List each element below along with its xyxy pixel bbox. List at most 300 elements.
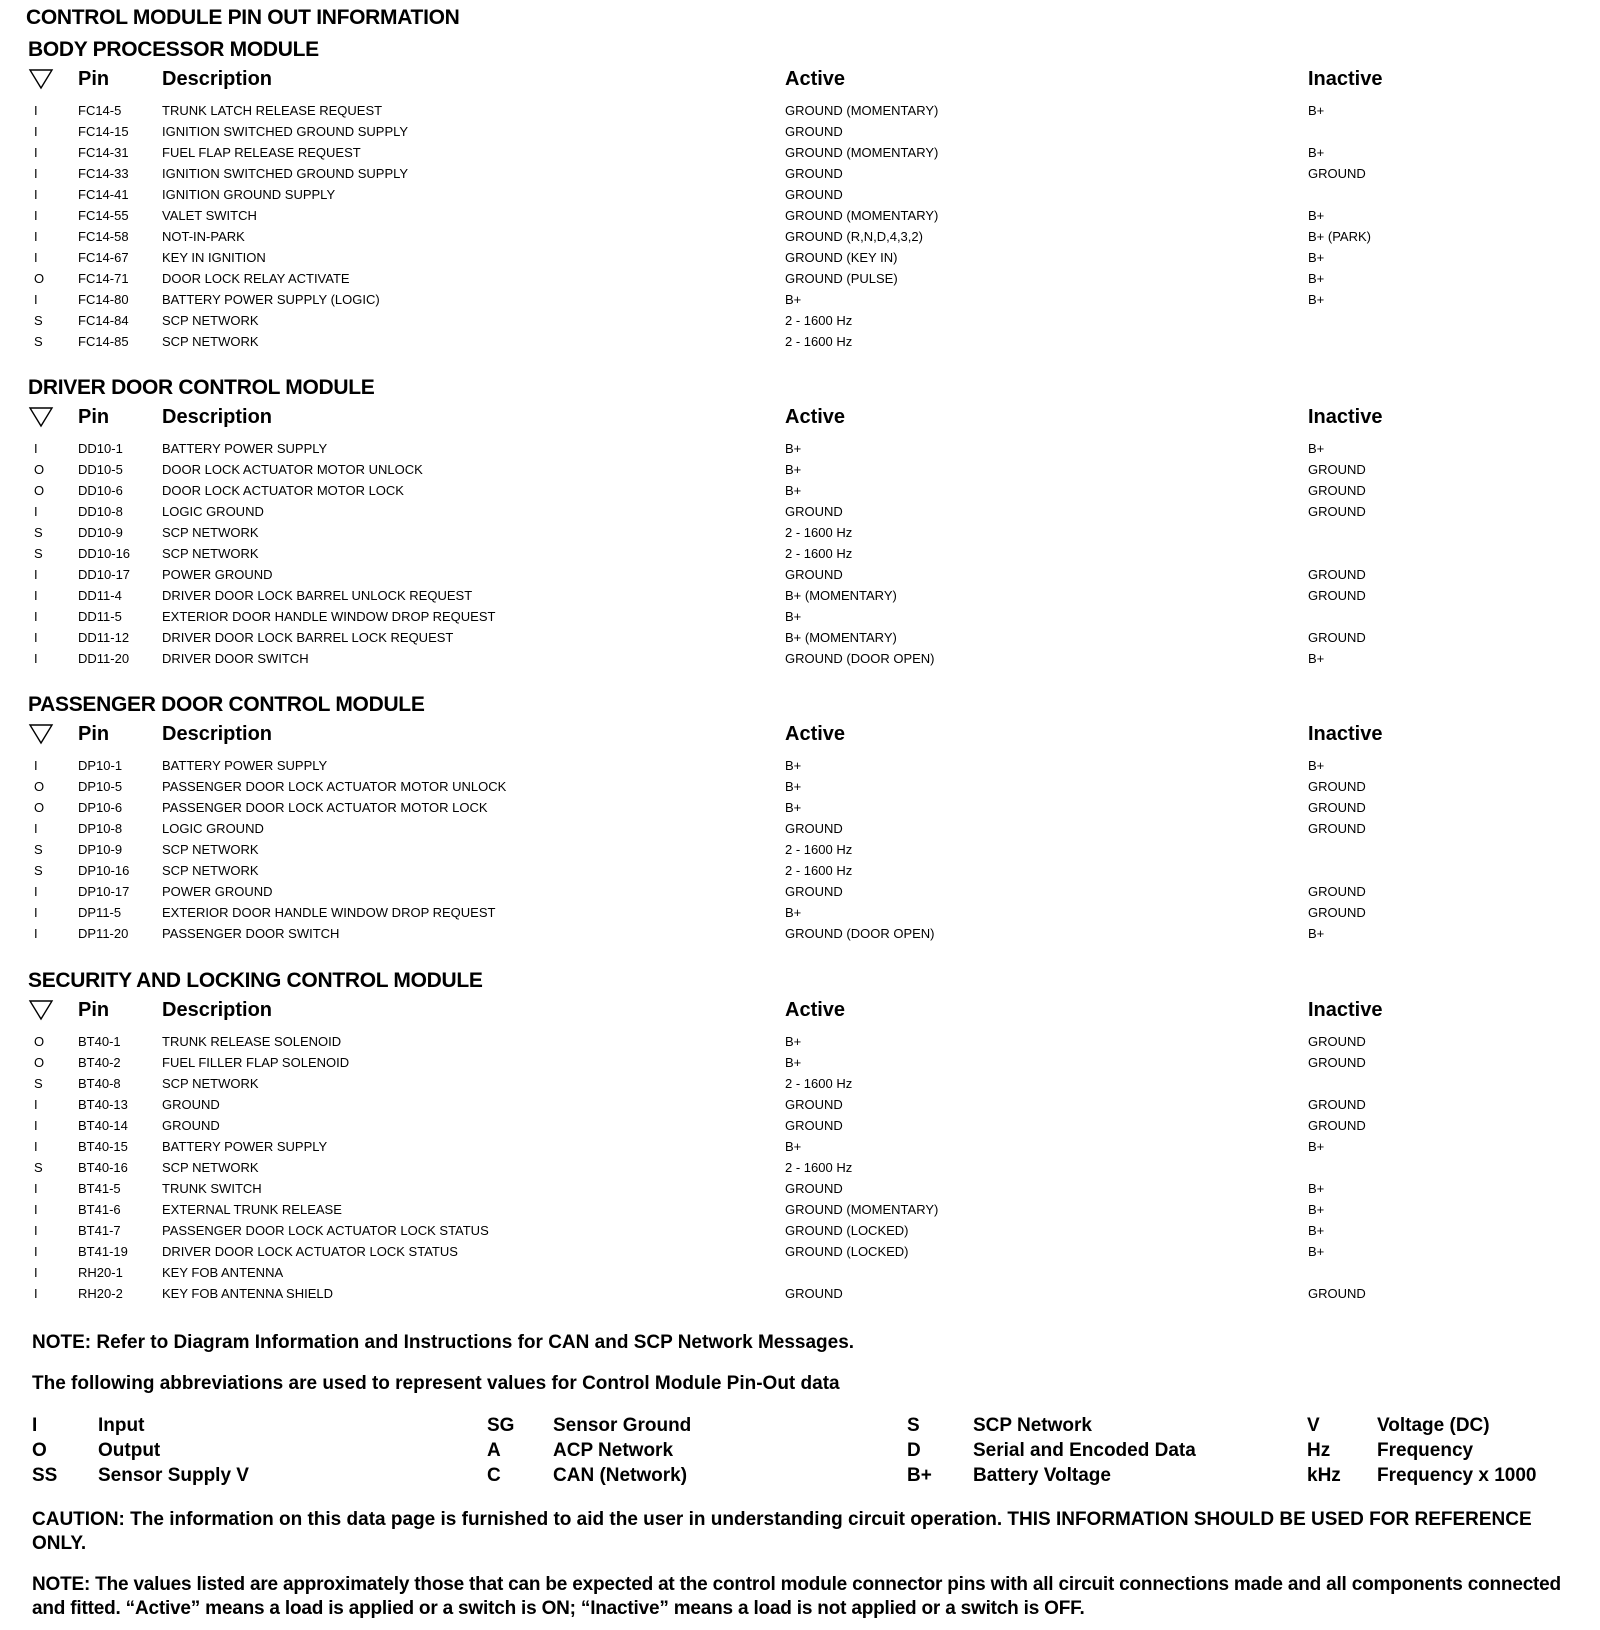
inactive-value: GROUND bbox=[1308, 884, 1366, 899]
inactive-value: B+ bbox=[1308, 651, 1325, 666]
active-value: B+ bbox=[785, 441, 802, 456]
table-row bbox=[0, 289, 1600, 310]
pin-type: S bbox=[34, 842, 43, 857]
pin-description: DOOR LOCK ACTUATOR MOTOR LOCK bbox=[162, 483, 404, 498]
table-row bbox=[0, 776, 1600, 797]
inactive-value: B+ bbox=[1308, 103, 1325, 118]
pin-description: DRIVER DOOR SWITCH bbox=[162, 651, 309, 666]
active-value: B+ (MOMENTARY) bbox=[785, 630, 897, 645]
pin-type: I bbox=[34, 588, 38, 603]
pin-type: I bbox=[34, 103, 38, 118]
pin-type: O bbox=[34, 779, 45, 794]
pin-number: FC14-58 bbox=[78, 229, 129, 244]
inactive-value: B+ bbox=[1308, 145, 1325, 160]
pin-type: I bbox=[34, 1118, 38, 1133]
abbreviation-row bbox=[0, 1413, 1600, 1438]
inactive-value: GROUND bbox=[1308, 588, 1366, 603]
pin-number: DD10-8 bbox=[78, 504, 123, 519]
pin-number: DP10-1 bbox=[78, 758, 123, 773]
active-value: GROUND bbox=[785, 1118, 843, 1133]
active-value: GROUND (DOOR OPEN) bbox=[785, 926, 935, 941]
header-description: Description bbox=[162, 999, 273, 1021]
pin-description: SCP NETWORK bbox=[162, 1160, 259, 1175]
inactive-value: B+ bbox=[1308, 1181, 1325, 1196]
inactive-value: B+ bbox=[1308, 1139, 1325, 1154]
pin-number: DD10-5 bbox=[78, 462, 123, 477]
inactive-value: GROUND bbox=[1308, 1034, 1366, 1049]
active-value: GROUND bbox=[785, 124, 843, 139]
pin-description: LOGIC GROUND bbox=[162, 504, 264, 519]
pin-type: S bbox=[34, 525, 43, 540]
pin-description: KEY FOB ANTENNA bbox=[162, 1265, 284, 1280]
pin-description: BATTERY POWER SUPPLY bbox=[162, 758, 328, 773]
pin-description: DOOR LOCK RELAY ACTIVATE bbox=[162, 271, 350, 286]
pin-number: FC14-55 bbox=[78, 208, 129, 223]
pin-number: FC14-85 bbox=[78, 334, 129, 349]
pin-number: FC14-41 bbox=[78, 187, 129, 202]
pin-description: IGNITION SWITCHED GROUND SUPPLY bbox=[162, 166, 409, 181]
abbreviation-row bbox=[0, 1463, 1600, 1488]
table-row bbox=[0, 902, 1600, 923]
header-active: Active bbox=[785, 999, 846, 1021]
table-row bbox=[0, 480, 1600, 501]
pin-table bbox=[0, 100, 1600, 352]
table-row bbox=[0, 606, 1600, 627]
pin-number: FC14-5 bbox=[78, 103, 122, 118]
active-value: GROUND (MOMENTARY) bbox=[785, 208, 939, 223]
table-row bbox=[0, 1199, 1600, 1220]
table-row bbox=[0, 226, 1600, 247]
abbr-meaning: Serial and Encoded Data bbox=[973, 1440, 1196, 1461]
active-value: GROUND (MOMENTARY) bbox=[785, 145, 939, 160]
pin-description: TRUNK LATCH RELEASE REQUEST bbox=[162, 103, 383, 118]
pin-description: BATTERY POWER SUPPLY bbox=[162, 1139, 328, 1154]
abbreviations-legend bbox=[0, 1413, 1600, 1493]
values-note: NOTE: The values listed are approximately those that can be expected at the control module connector pins with all circuit connections made and all components connected and fitted. “Active” means a load is applied or a switch is ON; “Inactive” means a load is not applied or a switch is OFF. bbox=[32, 1574, 1561, 1619]
active-value: GROUND (MOMENTARY) bbox=[785, 103, 939, 118]
pin-description: SCP NETWORK bbox=[162, 313, 259, 328]
abbr-code: SG bbox=[487, 1415, 515, 1436]
pin-number: BT41-7 bbox=[78, 1223, 121, 1238]
pin-description: DRIVER DOOR LOCK BARREL UNLOCK REQUEST bbox=[162, 588, 473, 603]
pin-description: FUEL FILLER FLAP SOLENOID bbox=[162, 1055, 350, 1070]
table-row bbox=[0, 331, 1600, 352]
table-row bbox=[0, 100, 1600, 121]
abbr-code: V bbox=[1307, 1415, 1320, 1436]
active-value: 2 - 1600 Hz bbox=[785, 546, 853, 561]
active-value: B+ bbox=[785, 292, 802, 307]
header-pin: Pin bbox=[78, 999, 110, 1021]
column-header bbox=[0, 723, 1600, 749]
table-row bbox=[0, 839, 1600, 860]
abbr-meaning: Output bbox=[98, 1440, 161, 1461]
active-value: B+ bbox=[785, 779, 802, 794]
active-value: GROUND bbox=[785, 504, 843, 519]
pin-description: SCP NETWORK bbox=[162, 546, 259, 561]
header-description: Description bbox=[162, 68, 273, 90]
abbr-meaning: Sensor Supply V bbox=[98, 1465, 249, 1486]
pin-description: EXTERNAL TRUNK RELEASE bbox=[162, 1202, 342, 1217]
column-header bbox=[0, 999, 1600, 1025]
pin-description: EXTERIOR DOOR HANDLE WINDOW DROP REQUEST bbox=[162, 905, 496, 920]
pin-number: BT40-8 bbox=[78, 1076, 121, 1091]
pin-description: TRUNK SWITCH bbox=[162, 1181, 262, 1196]
pin-number: DD10-17 bbox=[78, 567, 131, 582]
pin-type: I bbox=[34, 208, 38, 223]
active-value: GROUND bbox=[785, 1181, 843, 1196]
header-active: Active bbox=[785, 68, 846, 90]
inactive-value: GROUND bbox=[1308, 504, 1366, 519]
pin-type: S bbox=[34, 334, 43, 349]
table-row bbox=[0, 1262, 1600, 1283]
active-value: 2 - 1600 Hz bbox=[785, 842, 853, 857]
active-value: GROUND bbox=[785, 187, 843, 202]
section-title: PASSENGER DOOR CONTROL MODULE bbox=[28, 693, 425, 716]
pin-type: O bbox=[34, 483, 45, 498]
inactive-value: GROUND bbox=[1308, 1055, 1366, 1070]
abbr-code: B+ bbox=[907, 1465, 932, 1486]
inactive-value: B+ bbox=[1308, 1244, 1325, 1259]
active-value: 2 - 1600 Hz bbox=[785, 1160, 853, 1175]
table-row bbox=[0, 1136, 1600, 1157]
inactive-value: B+ bbox=[1308, 250, 1325, 265]
pin-number: DP10-16 bbox=[78, 863, 130, 878]
active-value: B+ bbox=[785, 905, 802, 920]
table-row bbox=[0, 1094, 1600, 1115]
pin-number: FC14-84 bbox=[78, 313, 129, 328]
pin-type: S bbox=[34, 863, 43, 878]
pin-description: TRUNK RELEASE SOLENOID bbox=[162, 1034, 342, 1049]
header-pin: Pin bbox=[78, 68, 110, 90]
pin-type: I bbox=[34, 504, 38, 519]
active-value: B+ bbox=[785, 758, 802, 773]
abbreviations-intro: The following abbreviations are used to represent values for Control Module Pin-Out data bbox=[32, 1373, 840, 1394]
inactive-value: GROUND bbox=[1308, 1097, 1366, 1112]
abbr-code: O bbox=[32, 1440, 47, 1461]
triangle-down-icon bbox=[28, 406, 54, 428]
pin-description: BATTERY POWER SUPPLY (LOGIC) bbox=[162, 292, 380, 307]
pin-type: I bbox=[34, 1202, 38, 1217]
header-pin: Pin bbox=[78, 406, 110, 428]
active-value: 2 - 1600 Hz bbox=[785, 313, 853, 328]
pin-description: SCP NETWORK bbox=[162, 842, 259, 857]
pin-type: S bbox=[34, 1076, 43, 1091]
pin-table bbox=[0, 1031, 1600, 1304]
pin-type: S bbox=[34, 1160, 43, 1175]
triangle-down-icon bbox=[28, 68, 54, 90]
pin-description: EXTERIOR DOOR HANDLE WINDOW DROP REQUEST bbox=[162, 609, 496, 624]
inactive-value: B+ (PARK) bbox=[1308, 229, 1371, 244]
abbr-code: kHz bbox=[1307, 1465, 1341, 1486]
active-value: GROUND (MOMENTARY) bbox=[785, 1202, 939, 1217]
abbr-meaning: Sensor Ground bbox=[553, 1415, 692, 1436]
table-row bbox=[0, 205, 1600, 226]
active-value: B+ bbox=[785, 1034, 802, 1049]
pin-number: FC14-31 bbox=[78, 145, 129, 160]
network-note: NOTE: Refer to Diagram Information and Instructions for CAN and SCP Network Messages. bbox=[32, 1332, 855, 1353]
inactive-value: GROUND bbox=[1308, 800, 1366, 815]
table-row bbox=[0, 522, 1600, 543]
pin-type: S bbox=[34, 313, 43, 328]
table-row bbox=[0, 310, 1600, 331]
caution-note: CAUTION: The information on this data page is furnished to aid the user in understanding circuit operation. THIS INFORMATION SHOULD BE USED FOR REFERENCE ONLY. bbox=[32, 1509, 1532, 1554]
pin-description: GROUND bbox=[162, 1118, 220, 1133]
pin-type: I bbox=[34, 1223, 38, 1238]
pin-type: O bbox=[34, 271, 45, 286]
pin-description: PASSENGER DOOR SWITCH bbox=[162, 926, 340, 941]
pin-number: DD10-6 bbox=[78, 483, 123, 498]
pin-type: I bbox=[34, 1097, 38, 1112]
table-row bbox=[0, 543, 1600, 564]
header-active: Active bbox=[785, 406, 846, 428]
inactive-value: GROUND bbox=[1308, 905, 1366, 920]
pin-description: SCP NETWORK bbox=[162, 525, 259, 540]
pin-number: DD11-4 bbox=[78, 588, 122, 603]
active-value: B+ bbox=[785, 800, 802, 815]
pin-description: PASSENGER DOOR LOCK ACTUATOR LOCK STATUS bbox=[162, 1223, 489, 1238]
table-row bbox=[0, 585, 1600, 606]
pin-description: KEY IN IGNITION bbox=[162, 250, 266, 265]
pin-description: VALET SWITCH bbox=[162, 208, 257, 223]
pin-description: FUEL FLAP RELEASE REQUEST bbox=[162, 145, 361, 160]
abbr-meaning: Input bbox=[98, 1415, 145, 1436]
pin-description: POWER GROUND bbox=[162, 884, 273, 899]
section-title: BODY PROCESSOR MODULE bbox=[28, 38, 319, 61]
column-header bbox=[0, 68, 1600, 94]
pin-description: GROUND bbox=[162, 1097, 220, 1112]
active-value: B+ bbox=[785, 483, 802, 498]
pin-type: I bbox=[34, 884, 38, 899]
active-value: GROUND (DOOR OPEN) bbox=[785, 651, 935, 666]
abbr-code: A bbox=[487, 1440, 501, 1461]
pin-description: IGNITION SWITCHED GROUND SUPPLY bbox=[162, 124, 409, 139]
pin-number: BT40-14 bbox=[78, 1118, 128, 1133]
header-inactive: Inactive bbox=[1308, 406, 1383, 428]
table-row bbox=[0, 184, 1600, 205]
active-value: 2 - 1600 Hz bbox=[785, 1076, 853, 1091]
active-value: GROUND (LOCKED) bbox=[785, 1223, 909, 1238]
pin-type: O bbox=[34, 1055, 45, 1070]
inactive-value: B+ bbox=[1308, 1223, 1325, 1238]
pin-number: DD10-1 bbox=[78, 441, 123, 456]
pin-number: DD11-5 bbox=[78, 609, 122, 624]
pin-number: BT41-5 bbox=[78, 1181, 121, 1196]
header-active: Active bbox=[785, 723, 846, 745]
active-value: B+ bbox=[785, 462, 802, 477]
table-row bbox=[0, 923, 1600, 944]
pin-type: O bbox=[34, 462, 45, 477]
active-value: GROUND bbox=[785, 1097, 843, 1112]
abbr-meaning: Frequency x 1000 bbox=[1377, 1465, 1537, 1486]
table-row bbox=[0, 881, 1600, 902]
abbr-code: I bbox=[32, 1415, 38, 1436]
inactive-value: B+ bbox=[1308, 926, 1325, 941]
table-row bbox=[0, 818, 1600, 839]
table-row bbox=[0, 268, 1600, 289]
pin-description: POWER GROUND bbox=[162, 567, 273, 582]
inactive-value: B+ bbox=[1308, 441, 1325, 456]
pin-number: DD10-16 bbox=[78, 546, 131, 561]
table-row bbox=[0, 1220, 1600, 1241]
pin-number: DP10-17 bbox=[78, 884, 130, 899]
active-value: GROUND bbox=[785, 166, 843, 181]
pin-description: PASSENGER DOOR LOCK ACTUATOR MOTOR UNLOCK bbox=[162, 779, 507, 794]
pin-description: BATTERY POWER SUPPLY bbox=[162, 441, 328, 456]
pin-type: I bbox=[34, 292, 38, 307]
pin-type: I bbox=[34, 229, 38, 244]
pin-number: DP10-5 bbox=[78, 779, 123, 794]
abbr-meaning: SCP Network bbox=[973, 1415, 1092, 1436]
pin-number: BT40-1 bbox=[78, 1034, 121, 1049]
pin-number: DD11-12 bbox=[78, 630, 130, 645]
pin-number: DD10-9 bbox=[78, 525, 123, 540]
table-row bbox=[0, 1115, 1600, 1136]
table-row bbox=[0, 1031, 1600, 1052]
pin-number: RH20-1 bbox=[78, 1265, 123, 1280]
active-value: B+ bbox=[785, 609, 802, 624]
abbr-meaning: Frequency bbox=[1377, 1440, 1474, 1461]
table-row bbox=[0, 1178, 1600, 1199]
pin-type: I bbox=[34, 758, 38, 773]
header-description: Description bbox=[162, 723, 273, 745]
pin-type: O bbox=[34, 800, 45, 815]
pin-number: DD11-20 bbox=[78, 651, 130, 666]
inactive-value: B+ bbox=[1308, 758, 1325, 773]
pin-number: BT40-13 bbox=[78, 1097, 128, 1112]
pin-type: I bbox=[34, 651, 38, 666]
inactive-value: GROUND bbox=[1308, 166, 1366, 181]
section-title: DRIVER DOOR CONTROL MODULE bbox=[28, 376, 375, 399]
pin-table bbox=[0, 438, 1600, 669]
pin-number: DP10-6 bbox=[78, 800, 123, 815]
inactive-value: GROUND bbox=[1308, 1286, 1366, 1301]
table-row bbox=[0, 1241, 1600, 1262]
pin-number: FC14-80 bbox=[78, 292, 129, 307]
pin-number: FC14-15 bbox=[78, 124, 129, 139]
active-value: 2 - 1600 Hz bbox=[785, 525, 853, 540]
pin-type: I bbox=[34, 1244, 38, 1259]
table-row bbox=[0, 1157, 1600, 1178]
pin-type: I bbox=[34, 1265, 38, 1280]
pin-description: DRIVER DOOR LOCK BARREL LOCK REQUEST bbox=[162, 630, 454, 645]
table-row bbox=[0, 1283, 1600, 1304]
header-inactive: Inactive bbox=[1308, 999, 1383, 1021]
triangle-down-icon bbox=[28, 723, 54, 745]
pin-number: BT41-6 bbox=[78, 1202, 121, 1217]
inactive-value: B+ bbox=[1308, 1202, 1325, 1217]
active-value: GROUND bbox=[785, 567, 843, 582]
pin-description: DRIVER DOOR LOCK ACTUATOR LOCK STATUS bbox=[162, 1244, 458, 1259]
inactive-value: B+ bbox=[1308, 208, 1325, 223]
table-row bbox=[0, 564, 1600, 585]
pin-type: I bbox=[34, 124, 38, 139]
active-value: GROUND (LOCKED) bbox=[785, 1244, 909, 1259]
table-row bbox=[0, 648, 1600, 669]
pin-type: I bbox=[34, 187, 38, 202]
pin-type: I bbox=[34, 609, 38, 624]
inactive-value: GROUND bbox=[1308, 821, 1366, 836]
pin-number: BT40-15 bbox=[78, 1139, 128, 1154]
header-inactive: Inactive bbox=[1308, 68, 1383, 90]
active-value: GROUND bbox=[785, 1286, 843, 1301]
abbr-meaning: CAN (Network) bbox=[553, 1465, 688, 1486]
table-row bbox=[0, 797, 1600, 818]
header-description: Description bbox=[162, 406, 273, 428]
pin-type: I bbox=[34, 166, 38, 181]
pin-number: DP11-20 bbox=[78, 926, 129, 941]
column-header bbox=[0, 406, 1600, 432]
pin-type: I bbox=[34, 905, 38, 920]
pin-type: I bbox=[34, 145, 38, 160]
active-value: GROUND (PULSE) bbox=[785, 271, 898, 286]
active-value: B+ bbox=[785, 1139, 802, 1154]
pin-type: I bbox=[34, 250, 38, 265]
pin-table bbox=[0, 755, 1600, 944]
table-row bbox=[0, 459, 1600, 480]
inactive-value: GROUND bbox=[1308, 630, 1366, 645]
inactive-value: B+ bbox=[1308, 271, 1325, 286]
pin-description: KEY FOB ANTENNA SHIELD bbox=[162, 1286, 333, 1301]
table-row bbox=[0, 627, 1600, 648]
table-row bbox=[0, 1052, 1600, 1073]
pin-type: I bbox=[34, 821, 38, 836]
table-row bbox=[0, 163, 1600, 184]
pin-number: FC14-67 bbox=[78, 250, 129, 265]
header-inactive: Inactive bbox=[1308, 723, 1383, 745]
pin-type: I bbox=[34, 1286, 38, 1301]
pin-description: IGNITION GROUND SUPPLY bbox=[162, 187, 336, 202]
pin-number: BT40-16 bbox=[78, 1160, 128, 1175]
abbr-meaning: Battery Voltage bbox=[973, 1465, 1111, 1486]
header-pin: Pin bbox=[78, 723, 110, 745]
pin-type: I bbox=[34, 630, 38, 645]
abbr-meaning: Voltage (DC) bbox=[1377, 1415, 1490, 1436]
inactive-value: GROUND bbox=[1308, 779, 1366, 794]
pin-description: SCP NETWORK bbox=[162, 334, 259, 349]
pin-type: O bbox=[34, 1034, 45, 1049]
table-row bbox=[0, 438, 1600, 459]
abbr-meaning: ACP Network bbox=[553, 1440, 674, 1461]
inactive-value: B+ bbox=[1308, 292, 1325, 307]
pin-description: NOT-IN-PARK bbox=[162, 229, 245, 244]
active-value: B+ bbox=[785, 1055, 802, 1070]
pin-type: I bbox=[34, 926, 38, 941]
pin-number: RH20-2 bbox=[78, 1286, 123, 1301]
table-row bbox=[0, 860, 1600, 881]
abbr-code: D bbox=[907, 1440, 921, 1461]
active-value: 2 - 1600 Hz bbox=[785, 863, 853, 878]
table-row bbox=[0, 755, 1600, 776]
pin-type: I bbox=[34, 441, 38, 456]
table-row bbox=[0, 142, 1600, 163]
pin-type: I bbox=[34, 1181, 38, 1196]
abbr-code: SS bbox=[32, 1465, 58, 1486]
pin-number: BT41-19 bbox=[78, 1244, 128, 1259]
pin-type: I bbox=[34, 567, 38, 582]
inactive-value: GROUND bbox=[1308, 567, 1366, 582]
pin-description: PASSENGER DOOR LOCK ACTUATOR MOTOR LOCK bbox=[162, 800, 488, 815]
active-value: B+ (MOMENTARY) bbox=[785, 588, 897, 603]
pin-number: FC14-71 bbox=[78, 271, 129, 286]
active-value: GROUND bbox=[785, 884, 843, 899]
section-title: SECURITY AND LOCKING CONTROL MODULE bbox=[28, 969, 483, 992]
pin-description: LOGIC GROUND bbox=[162, 821, 264, 836]
abbr-code: S bbox=[907, 1415, 920, 1436]
active-value: GROUND (KEY IN) bbox=[785, 250, 898, 265]
inactive-value: GROUND bbox=[1308, 483, 1366, 498]
pin-number: DP11-5 bbox=[78, 905, 122, 920]
pin-description: DOOR LOCK ACTUATOR MOTOR UNLOCK bbox=[162, 462, 423, 477]
